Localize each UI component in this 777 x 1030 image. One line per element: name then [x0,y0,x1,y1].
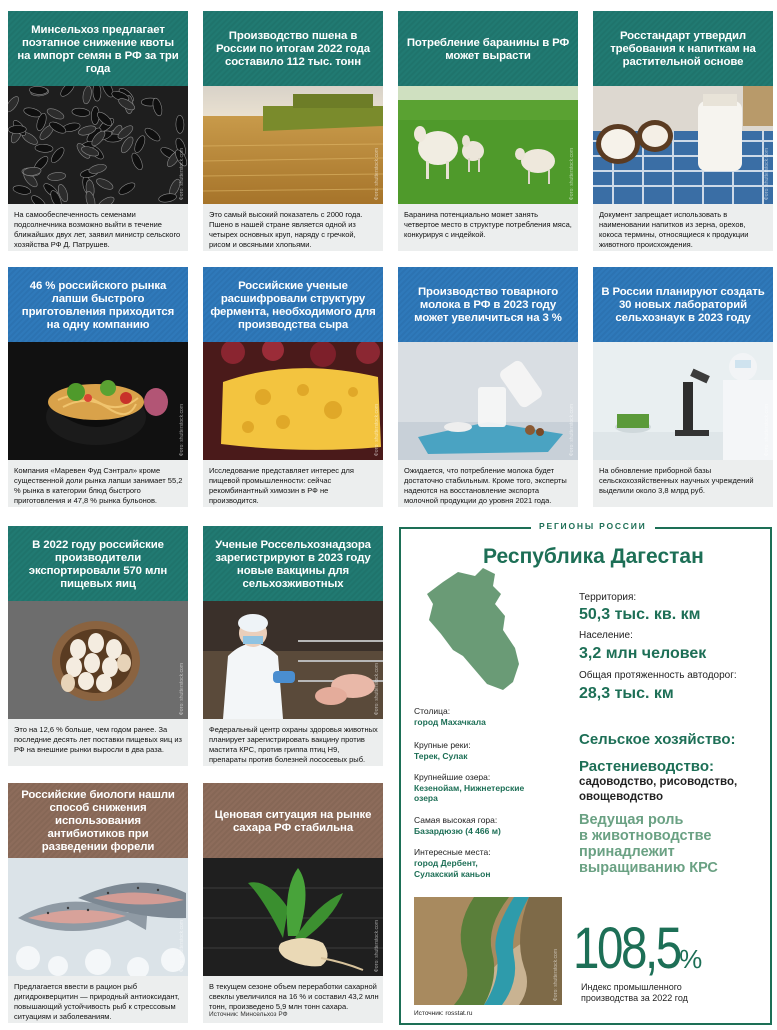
photo-credit: Фото: shutterstock.com [569,147,575,200]
card-text: На обновление приборной базы сельскохозяйственных научных учреждений выделили около 3,8 млрд руб. [599,466,754,495]
canyon-image [414,897,562,1005]
index-label: Индекс промышленного [581,982,682,992]
noodles-image [8,342,188,460]
news-card-6[interactable] [203,267,383,507]
news-card-11[interactable] [8,783,188,1023]
photo-credit: Фото: shutterstock.com [374,662,380,715]
roads-label: Общая протяженность автодорог: [579,670,737,681]
wheat-field-image [203,86,383,204]
roads-value: 28,3 тыс. км [579,685,674,702]
source-note: Источник: rosstat.ru [414,1010,473,1017]
photo-credit: Фото: shutterstock.com [179,919,185,972]
cheese-image [203,342,383,460]
population-value: 3,2 млн человек [579,645,707,662]
section-header: РЕГИОНЫ РОССИИ [531,521,655,531]
livestock-text-3: принадлежит [579,844,675,860]
card-text: Федеральный центр охраны здоровья животных планирует зарегистрировать вакцину против мастита КРС, против гриппа птиц H9, препараты против болезней лососевых рыб. [209,725,378,764]
mountain-label: Самая высокая гора: [414,815,498,825]
card-title: Производство товарного молока в РФ в 2023 году может увеличиться на 3 % [398,267,578,342]
trout-image [8,858,188,976]
news-card-2[interactable] [203,11,383,251]
news-card-7[interactable] [398,267,578,507]
card-text: Баранина потенциально может занять четвертое место в структуре потребления мяса, конкурируя с индейкой. [404,210,572,239]
places-value-cont: Сулакский каньон [414,869,491,879]
index-value [573,915,726,982]
news-card-1[interactable] [8,11,188,251]
photo-credit: Фото: shutterstock.com [179,662,185,715]
photo-credit: Фото: shutterstock.com [569,403,575,456]
territory-label: Территория: [579,592,637,603]
source-note: Источник: Минсельхоз РФ [209,1011,288,1018]
milk-image [398,342,578,460]
card-text: Ожидается, что потребление молока будет достаточно стабильным. Кроме того, эксперты надеются на восстановление экспорта молочной продукции до уровня 2021 года. [404,466,567,505]
photo-credit: Фото: shutterstock.com [179,403,185,456]
card-title: Российские биологи нашли способ снижения использования антибиотиков при разведении форели [8,783,188,858]
population-label: Население: [579,630,633,641]
news-card-12[interactable] [203,783,383,1023]
capital-value: город Махачкала [414,717,486,727]
card-title: 46 % российского рынка лапши быстрого приготовления приходится на одну компанию [8,267,188,342]
photo-credit: Фото: shutterstock.com [553,948,559,1001]
news-card-10[interactable] [203,526,383,766]
sheep-image [398,86,578,204]
photo-credit: Фото: shutterstock.com [374,919,380,972]
card-title: Производство пшена в России по итогам 2022 года составило 112 тыс. тонн [203,11,383,86]
card-text: Это на 12,6 % больше, чем годом ранее. За последние десять лет поставки пищевых яиц из РФ на внешние рынки выросли в два раза. [14,725,182,754]
crop-text: садоводство, рисоводство, [579,776,738,788]
card-title: В России планируют создать 30 новых лабораторий сельхознаук в 2023 году [593,267,773,342]
photo-credit: Фото: shutterstock.com [374,403,380,456]
card-text: Исследование представляет интерес для пищевой промышленности: сейчас рекомбинантный химозин в РФ не производится. [209,466,354,505]
card-text: Это самый высокий показатель с 2000 года. Пшено в нашей стране является одной из четырех основных круп, наряду с гречкой, рисом и овсяными хлопьями. [209,210,363,249]
capital-label: Столица: [414,706,451,716]
places-value: город Дербент, [414,858,478,868]
lakes-value: Кезенойам, Нижнетерские [414,783,525,793]
photo-credit: Фото: shutterstock.com [764,147,770,200]
lakes-value-cont: озера [414,793,438,803]
news-card-5[interactable] [8,267,188,507]
index-number: 108,5 [573,916,680,981]
news-card-4[interactable] [593,11,773,251]
crop-heading: Растениеводство: [579,758,714,775]
photo-credit: Фото: shutterstock.com [179,147,185,200]
places-label: Интересные места: [414,847,491,857]
card-title: Росстандарт утвердил требования к напиткам на растительной основе [593,11,773,86]
card-title: Ценовая ситуация на рынке сахара РФ стабильна [203,783,383,858]
coconut-milk-image [593,86,773,204]
eggs-image [8,601,188,719]
crop-text-cont: овощеводство [579,791,663,803]
card-title: Потребление баранины в РФ может вырасти [398,11,578,86]
vet-pigs-image [203,601,383,719]
card-text: На самообеспеченность семенами подсолнечника возможно выйти в течение ближайших двух лет, заявил министр сельского хозяйства РФ Д. Патрушев. [14,210,181,249]
sunflower-seeds-image [8,86,188,204]
news-card-9[interactable] [8,526,188,766]
sugar-beet-image [203,858,383,976]
card-text: Компания «Маревен Фуд Сэнтрал» кроме существенной доли рынка лапши занимает 55,2 % рынка в категории блюд быстрого приготовления и 47,8 % рынка бульонов. [14,466,183,505]
agriculture-heading: Сельское хозяйство: [579,731,736,748]
lakes-label: Крупнейшие озера: [414,772,491,782]
livestock-text-1: Ведущая роль [579,812,684,828]
card-text: Предлагается ввести в рацион рыб дигидрокверцитин — природный антиоксидант, повышающий устойчивость рыб к стрессовым ситуациям и заболеваниям. [14,982,180,1021]
laboratory-image [593,342,773,460]
region-name: Республика Дагестан [483,545,704,568]
news-card-3[interactable] [398,11,578,251]
mountain-value: Базардюзю (4 466 м) [414,826,501,836]
rivers-label: Крупные реки: [414,740,471,750]
livestock-text-2: в животноводстве [579,828,712,844]
region-panel [399,521,772,1025]
index-unit: % [679,944,703,974]
territory-value: 50,3 тыс. кв. км [579,606,701,623]
photo-credit: Фото: shutterstock.com [374,147,380,200]
livestock-text-4: выращиванию КРС [579,860,718,876]
card-title: В 2022 году российские производители экспортировали 570 млн пищевых яиц [8,526,188,601]
card-title: Российские ученые расшифровали структуру фермента, необходимого для производства сыра [203,267,383,342]
card-text: В текущем сезоне объем переработки сахарной свеклы увеличился на 16 % и составил 43,2 млн тонн, произведено 5,9 млн тонн сахара. [209,982,379,1011]
photo-credit: Фото: shutterstock.com [764,403,770,456]
news-card-8[interactable] [593,267,773,507]
rivers-value: Терек, Сулак [414,751,468,761]
region-map-icon [423,564,523,696]
card-title: Ученые Россельхознадзора зарегистрируют в 2023 году новые вакцины для сельхозживотных [203,526,383,601]
card-text: Документ запрещает использовать в наименовании напитков из зерна, орехов, кокоса термины, относящиеся к продукции животного происхождения. [599,210,749,249]
card-title: Минсельхоз предлагает поэтапное снижение квоты на импорт семян в РФ за три года [8,11,188,86]
index-label-cont: производства за 2022 год [581,993,688,1003]
